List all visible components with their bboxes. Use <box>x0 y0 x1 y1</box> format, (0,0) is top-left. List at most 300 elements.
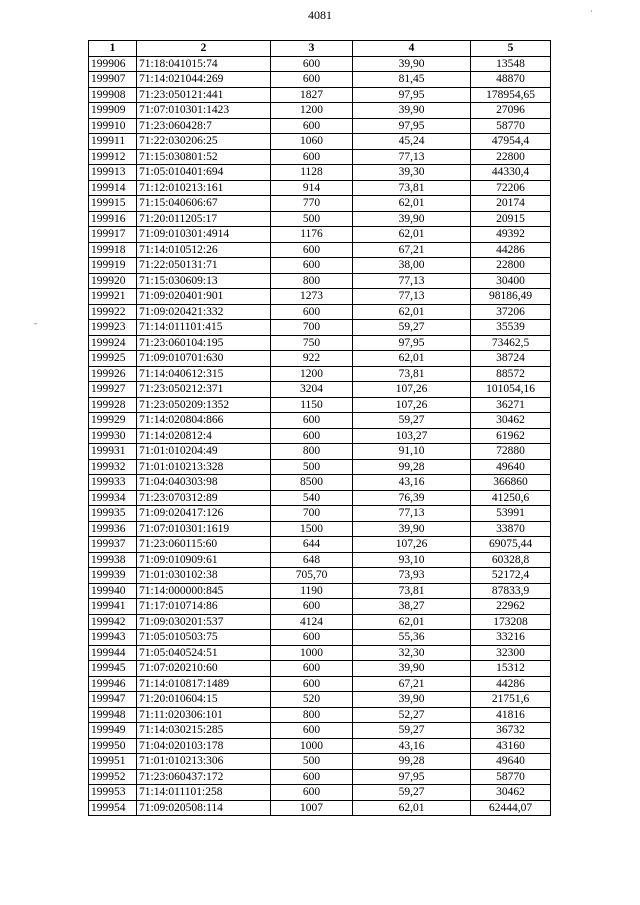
area-cell: 700 <box>271 506 353 522</box>
cadastral-number-cell: 71:20:011205:17 <box>137 211 271 227</box>
rate-cell: 39,90 <box>353 692 471 708</box>
value-cell: 58770 <box>471 769 551 785</box>
area-cell: 922 <box>271 351 353 367</box>
area-cell: 600 <box>271 118 353 134</box>
area-cell: 750 <box>271 335 353 351</box>
row-number-cell: 199908 <box>89 87 137 103</box>
row-number-cell: 199915 <box>89 196 137 212</box>
cadastral-number-cell: 71:05:040524:51 <box>137 645 271 661</box>
cadastral-number-cell: 71:05:010401:694 <box>137 165 271 181</box>
value-cell: 62444,07 <box>471 800 551 816</box>
value-cell: 32300 <box>471 645 551 661</box>
data-table <box>88 40 551 816</box>
row-number-cell: 199951 <box>89 754 137 770</box>
row-number-cell: 199944 <box>89 645 137 661</box>
value-cell: 44330,4 <box>471 165 551 181</box>
rate-cell: 62,01 <box>353 196 471 212</box>
value-cell: 48870 <box>471 72 551 88</box>
area-cell: 800 <box>271 444 353 460</box>
area-cell: 600 <box>271 304 353 320</box>
cadastral-number-cell: 71:23:060437:172 <box>137 769 271 785</box>
value-cell: 37206 <box>471 304 551 320</box>
area-cell: 600 <box>271 56 353 72</box>
row-number-cell: 199929 <box>89 413 137 429</box>
value-cell: 20174 <box>471 196 551 212</box>
value-cell: 43160 <box>471 738 551 754</box>
cadastral-number-cell: 71:14:010512:26 <box>137 242 271 258</box>
table-row <box>89 428 551 444</box>
value-cell: 41816 <box>471 707 551 723</box>
table-row <box>89 87 551 103</box>
rate-cell: 59,27 <box>353 320 471 336</box>
area-cell: 1000 <box>271 738 353 754</box>
table-row <box>89 661 551 677</box>
row-number-cell: 199922 <box>89 304 137 320</box>
rate-cell: 99,28 <box>353 459 471 475</box>
rate-cell: 39,90 <box>353 211 471 227</box>
area-cell: 700 <box>271 320 353 336</box>
value-cell: 178954,65 <box>471 87 551 103</box>
row-number-cell: 199918 <box>89 242 137 258</box>
rate-cell: 59,27 <box>353 785 471 801</box>
cadastral-number-cell: 71:01:030102:38 <box>137 568 271 584</box>
value-cell: 49640 <box>471 459 551 475</box>
rate-cell: 77,13 <box>353 289 471 305</box>
row-number-cell: 199940 <box>89 583 137 599</box>
value-cell: 36271 <box>471 397 551 413</box>
scan-mark: · <box>590 6 593 16</box>
cadastral-number-cell: 71:04:020103:178 <box>137 738 271 754</box>
row-number-cell: 199919 <box>89 258 137 274</box>
area-cell: 1007 <box>271 800 353 816</box>
cadastral-number-cell: 71:12:010213:161 <box>137 180 271 196</box>
value-cell: 13548 <box>471 56 551 72</box>
table-row <box>89 351 551 367</box>
area-cell: 600 <box>271 413 353 429</box>
area-cell: 4124 <box>271 614 353 630</box>
rate-cell: 93,10 <box>353 552 471 568</box>
column-header: 3 <box>271 41 353 57</box>
area-cell: 500 <box>271 459 353 475</box>
area-cell: 3204 <box>271 382 353 398</box>
row-number-cell: 199937 <box>89 537 137 553</box>
cadastral-number-cell: 71:09:020417:126 <box>137 506 271 522</box>
value-cell: 101054,16 <box>471 382 551 398</box>
rate-cell: 107,26 <box>353 537 471 553</box>
area-cell: 1200 <box>271 366 353 382</box>
table-row <box>89 707 551 723</box>
rate-cell: 97,95 <box>353 87 471 103</box>
area-cell: 1060 <box>271 134 353 150</box>
value-cell: 61962 <box>471 428 551 444</box>
cadastral-number-cell: 71:09:010909:61 <box>137 552 271 568</box>
table-row <box>89 397 551 413</box>
area-cell: 520 <box>271 692 353 708</box>
row-number-cell: 199934 <box>89 490 137 506</box>
table-row <box>89 180 551 196</box>
row-number-cell: 199949 <box>89 723 137 739</box>
value-cell: 44286 <box>471 242 551 258</box>
table-row <box>89 196 551 212</box>
table-row <box>89 304 551 320</box>
value-cell: 27096 <box>471 103 551 119</box>
value-cell: 88572 <box>471 366 551 382</box>
cadastral-number-cell: 71:14:020804:866 <box>137 413 271 429</box>
value-cell: 33870 <box>471 521 551 537</box>
value-cell: 72206 <box>471 180 551 196</box>
cadastral-number-cell: 71:07:010301:1619 <box>137 521 271 537</box>
rate-cell: 62,01 <box>353 614 471 630</box>
rate-cell: 67,21 <box>353 242 471 258</box>
area-cell: 600 <box>271 428 353 444</box>
column-header: 1 <box>89 41 137 57</box>
cadastral-number-cell: 71:01:010204:49 <box>137 444 271 460</box>
row-number-cell: 199906 <box>89 56 137 72</box>
row-number-cell: 199911 <box>89 134 137 150</box>
cadastral-number-cell: 71:09:010701:630 <box>137 351 271 367</box>
cadastral-number-cell: 71:14:040612:315 <box>137 366 271 382</box>
row-number-cell: 199907 <box>89 72 137 88</box>
rate-cell: 107,26 <box>353 397 471 413</box>
row-number-cell: 199948 <box>89 707 137 723</box>
table-row <box>89 382 551 398</box>
column-header: 5 <box>471 41 551 57</box>
table-row <box>89 165 551 181</box>
value-cell: 21751,6 <box>471 692 551 708</box>
rate-cell: 52,27 <box>353 707 471 723</box>
row-number-cell: 199927 <box>89 382 137 398</box>
rate-cell: 55,36 <box>353 630 471 646</box>
table-row <box>89 258 551 274</box>
cadastral-number-cell: 71:23:070312:89 <box>137 490 271 506</box>
area-cell: 1150 <box>271 397 353 413</box>
table-row <box>89 614 551 630</box>
row-number-cell: 199953 <box>89 785 137 801</box>
rate-cell: 39,90 <box>353 56 471 72</box>
table-row <box>89 242 551 258</box>
table-row <box>89 72 551 88</box>
area-cell: 1190 <box>271 583 353 599</box>
row-number-cell: 199938 <box>89 552 137 568</box>
table-row <box>89 320 551 336</box>
cadastral-number-cell: 71:14:000000:845 <box>137 583 271 599</box>
area-cell: 644 <box>271 537 353 553</box>
cadastral-number-cell: 71:01:010213:306 <box>137 754 271 770</box>
row-number-cell: 199926 <box>89 366 137 382</box>
cadastral-number-cell: 71:14:030215:285 <box>137 723 271 739</box>
table-row <box>89 335 551 351</box>
value-cell: 22962 <box>471 599 551 615</box>
area-cell: 600 <box>271 149 353 165</box>
cadastral-number-cell: 71:23:060428:7 <box>137 118 271 134</box>
cadastral-number-cell: 71:09:020421:332 <box>137 304 271 320</box>
rate-cell: 39,90 <box>353 521 471 537</box>
rate-cell: 77,13 <box>353 273 471 289</box>
cadastral-number-cell: 71:18:041015:74 <box>137 56 271 72</box>
row-number-cell: 199952 <box>89 769 137 785</box>
table-row <box>89 413 551 429</box>
row-number-cell: 199933 <box>89 475 137 491</box>
row-number-cell: 199923 <box>89 320 137 336</box>
area-cell: 600 <box>271 723 353 739</box>
column-header: 2 <box>137 41 271 57</box>
value-cell: 173208 <box>471 614 551 630</box>
cadastral-number-cell: 71:14:020812:4 <box>137 428 271 444</box>
cadastral-number-cell: 71:15:030801:52 <box>137 149 271 165</box>
table-row <box>89 475 551 491</box>
area-cell: 500 <box>271 211 353 227</box>
value-cell: 22800 <box>471 258 551 274</box>
rate-cell: 97,95 <box>353 769 471 785</box>
row-number-cell: 199936 <box>89 521 137 537</box>
area-cell: 1827 <box>271 87 353 103</box>
cadastral-number-cell: 71:23:050121:441 <box>137 87 271 103</box>
area-cell: 600 <box>271 785 353 801</box>
rate-cell: 32,30 <box>353 645 471 661</box>
cadastral-number-cell: 71:09:010301:4914 <box>137 227 271 243</box>
table-row <box>89 676 551 692</box>
row-number-cell: 199947 <box>89 692 137 708</box>
table-row <box>89 723 551 739</box>
value-cell: 35539 <box>471 320 551 336</box>
table-row <box>89 754 551 770</box>
table-row <box>89 118 551 134</box>
cadastral-number-cell: 71:14:021044:269 <box>137 72 271 88</box>
row-number-cell: 199946 <box>89 676 137 692</box>
rate-cell: 77,13 <box>353 506 471 522</box>
rate-cell: 73,81 <box>353 583 471 599</box>
table-row <box>89 444 551 460</box>
value-cell: 87833,9 <box>471 583 551 599</box>
value-cell: 47954,4 <box>471 134 551 150</box>
table-row <box>89 211 551 227</box>
area-cell: 600 <box>271 258 353 274</box>
rate-cell: 81,45 <box>353 72 471 88</box>
area-cell: 600 <box>271 676 353 692</box>
area-cell: 600 <box>271 769 353 785</box>
row-number-cell: 199925 <box>89 351 137 367</box>
cadastral-number-cell: 71:07:020210:60 <box>137 661 271 677</box>
cadastral-number-cell: 71:23:060115:60 <box>137 537 271 553</box>
table-row <box>89 645 551 661</box>
row-number-cell: 199916 <box>89 211 137 227</box>
rate-cell: 67,21 <box>353 676 471 692</box>
table-row <box>89 800 551 816</box>
table-row <box>89 769 551 785</box>
rate-cell: 59,27 <box>353 723 471 739</box>
area-cell: 800 <box>271 707 353 723</box>
value-cell: 98186,49 <box>471 289 551 305</box>
cadastral-number-cell: 71:14:010817:1489 <box>137 676 271 692</box>
table-row <box>89 459 551 475</box>
area-cell: 600 <box>271 72 353 88</box>
rate-cell: 38,00 <box>353 258 471 274</box>
row-number-cell: 199954 <box>89 800 137 816</box>
row-number-cell: 199921 <box>89 289 137 305</box>
row-number-cell: 199931 <box>89 444 137 460</box>
cadastral-number-cell: 71:01:010213:328 <box>137 459 271 475</box>
rate-cell: 97,95 <box>353 335 471 351</box>
rate-cell: 62,01 <box>353 304 471 320</box>
row-number-cell: 199939 <box>89 568 137 584</box>
cadastral-number-cell: 71:14:011101:258 <box>137 785 271 801</box>
rate-cell: 59,27 <box>353 413 471 429</box>
table-row <box>89 785 551 801</box>
area-cell: 8500 <box>271 475 353 491</box>
rate-cell: 107,26 <box>353 382 471 398</box>
value-cell: 366860 <box>471 475 551 491</box>
row-number-cell: 199909 <box>89 103 137 119</box>
cadastral-number-cell: 71:22:030206:25 <box>137 134 271 150</box>
value-cell: 44286 <box>471 676 551 692</box>
area-cell: 600 <box>271 661 353 677</box>
rate-cell: 62,01 <box>353 800 471 816</box>
area-cell: 800 <box>271 273 353 289</box>
rate-cell: 91,10 <box>353 444 471 460</box>
rate-cell: 39,90 <box>353 661 471 677</box>
cadastral-number-cell: 71:20:010604:15 <box>137 692 271 708</box>
table-row <box>89 738 551 754</box>
cadastral-number-cell: 71:14:011101:415 <box>137 320 271 336</box>
row-number-cell: 199935 <box>89 506 137 522</box>
column-header: 4 <box>353 41 471 57</box>
area-cell: 540 <box>271 490 353 506</box>
rate-cell: 39,90 <box>353 103 471 119</box>
cadastral-number-cell: 71:05:010503:75 <box>137 630 271 646</box>
cadastral-number-cell: 71:04:040303:98 <box>137 475 271 491</box>
value-cell: 15312 <box>471 661 551 677</box>
value-cell: 49392 <box>471 227 551 243</box>
row-number-cell: 199913 <box>89 165 137 181</box>
value-cell: 73462,5 <box>471 335 551 351</box>
row-number-cell: 199912 <box>89 149 137 165</box>
table-row <box>89 103 551 119</box>
value-cell: 58770 <box>471 118 551 134</box>
rate-cell: 62,01 <box>353 351 471 367</box>
table-row <box>89 490 551 506</box>
rate-cell: 73,81 <box>353 180 471 196</box>
value-cell: 22800 <box>471 149 551 165</box>
value-cell: 72880 <box>471 444 551 460</box>
row-number-cell: 199917 <box>89 227 137 243</box>
row-number-cell: 199930 <box>89 428 137 444</box>
area-cell: 600 <box>271 630 353 646</box>
table-row <box>89 289 551 305</box>
rate-cell: 77,13 <box>353 149 471 165</box>
cadastral-number-cell: 71:09:030201:537 <box>137 614 271 630</box>
row-number-cell: 199945 <box>89 661 137 677</box>
cadastral-number-cell: 71:11:020306:101 <box>137 707 271 723</box>
cadastral-number-cell: 71:23:050212:371 <box>137 382 271 398</box>
area-cell: 1128 <box>271 165 353 181</box>
row-number-cell: 199920 <box>89 273 137 289</box>
row-number-cell: 199928 <box>89 397 137 413</box>
table-header-row <box>89 41 551 57</box>
value-cell: 52172,4 <box>471 568 551 584</box>
row-number-cell: 199914 <box>89 180 137 196</box>
area-cell: 1273 <box>271 289 353 305</box>
area-cell: 500 <box>271 754 353 770</box>
row-number-cell: 199950 <box>89 738 137 754</box>
row-number-cell: 199924 <box>89 335 137 351</box>
rate-cell: 76,39 <box>353 490 471 506</box>
value-cell: 33216 <box>471 630 551 646</box>
table-row <box>89 273 551 289</box>
table-row <box>89 506 551 522</box>
cadastral-number-cell: 71:23:050209:1352 <box>137 397 271 413</box>
area-cell: 1176 <box>271 227 353 243</box>
rate-cell: 45,24 <box>353 134 471 150</box>
area-cell: 914 <box>271 180 353 196</box>
table-row <box>89 149 551 165</box>
area-cell: 600 <box>271 242 353 258</box>
area-cell: 600 <box>271 599 353 615</box>
scan-mark: - <box>34 318 37 328</box>
table-row <box>89 537 551 553</box>
cadastral-number-cell: 71:15:030609:13 <box>137 273 271 289</box>
value-cell: 30462 <box>471 785 551 801</box>
page-number: 4081 <box>308 8 332 22</box>
cadastral-number-cell: 71:09:020508:114 <box>137 800 271 816</box>
rate-cell: 39,30 <box>353 165 471 181</box>
rate-cell: 73,81 <box>353 366 471 382</box>
area-cell: 705,70 <box>271 568 353 584</box>
cadastral-number-cell: 71:07:010301:1423 <box>137 103 271 119</box>
table-row <box>89 56 551 72</box>
table-body <box>89 56 551 816</box>
area-cell: 648 <box>271 552 353 568</box>
rate-cell: 43,16 <box>353 475 471 491</box>
rate-cell: 103,27 <box>353 428 471 444</box>
cadastral-number-cell: 71:15:040606:67 <box>137 196 271 212</box>
table-row <box>89 552 551 568</box>
cadastral-number-cell: 71:23:060104:195 <box>137 335 271 351</box>
table-row <box>89 366 551 382</box>
row-number-cell: 199910 <box>89 118 137 134</box>
rate-cell: 73,93 <box>353 568 471 584</box>
area-cell: 1200 <box>271 103 353 119</box>
table-row <box>89 630 551 646</box>
value-cell: 49640 <box>471 754 551 770</box>
table-row <box>89 599 551 615</box>
value-cell: 60328,8 <box>471 552 551 568</box>
cadastral-number-cell: 71:22:050131:71 <box>137 258 271 274</box>
rate-cell: 99,28 <box>353 754 471 770</box>
table-row <box>89 134 551 150</box>
row-number-cell: 199941 <box>89 599 137 615</box>
value-cell: 20915 <box>471 211 551 227</box>
row-number-cell: 199942 <box>89 614 137 630</box>
cadastral-number-cell: 71:17:010714:86 <box>137 599 271 615</box>
value-cell: 38724 <box>471 351 551 367</box>
value-cell: 69075,44 <box>471 537 551 553</box>
table-row <box>89 521 551 537</box>
rate-cell: 43,16 <box>353 738 471 754</box>
area-cell: 1500 <box>271 521 353 537</box>
value-cell: 30400 <box>471 273 551 289</box>
rate-cell: 38,27 <box>353 599 471 615</box>
table-row <box>89 568 551 584</box>
area-cell: 1000 <box>271 645 353 661</box>
value-cell: 30462 <box>471 413 551 429</box>
cadastral-number-cell: 71:09:020401:901 <box>137 289 271 305</box>
row-number-cell: 199932 <box>89 459 137 475</box>
row-number-cell: 199943 <box>89 630 137 646</box>
value-cell: 53991 <box>471 506 551 522</box>
value-cell: 41250,6 <box>471 490 551 506</box>
table-row <box>89 583 551 599</box>
area-cell: 770 <box>271 196 353 212</box>
